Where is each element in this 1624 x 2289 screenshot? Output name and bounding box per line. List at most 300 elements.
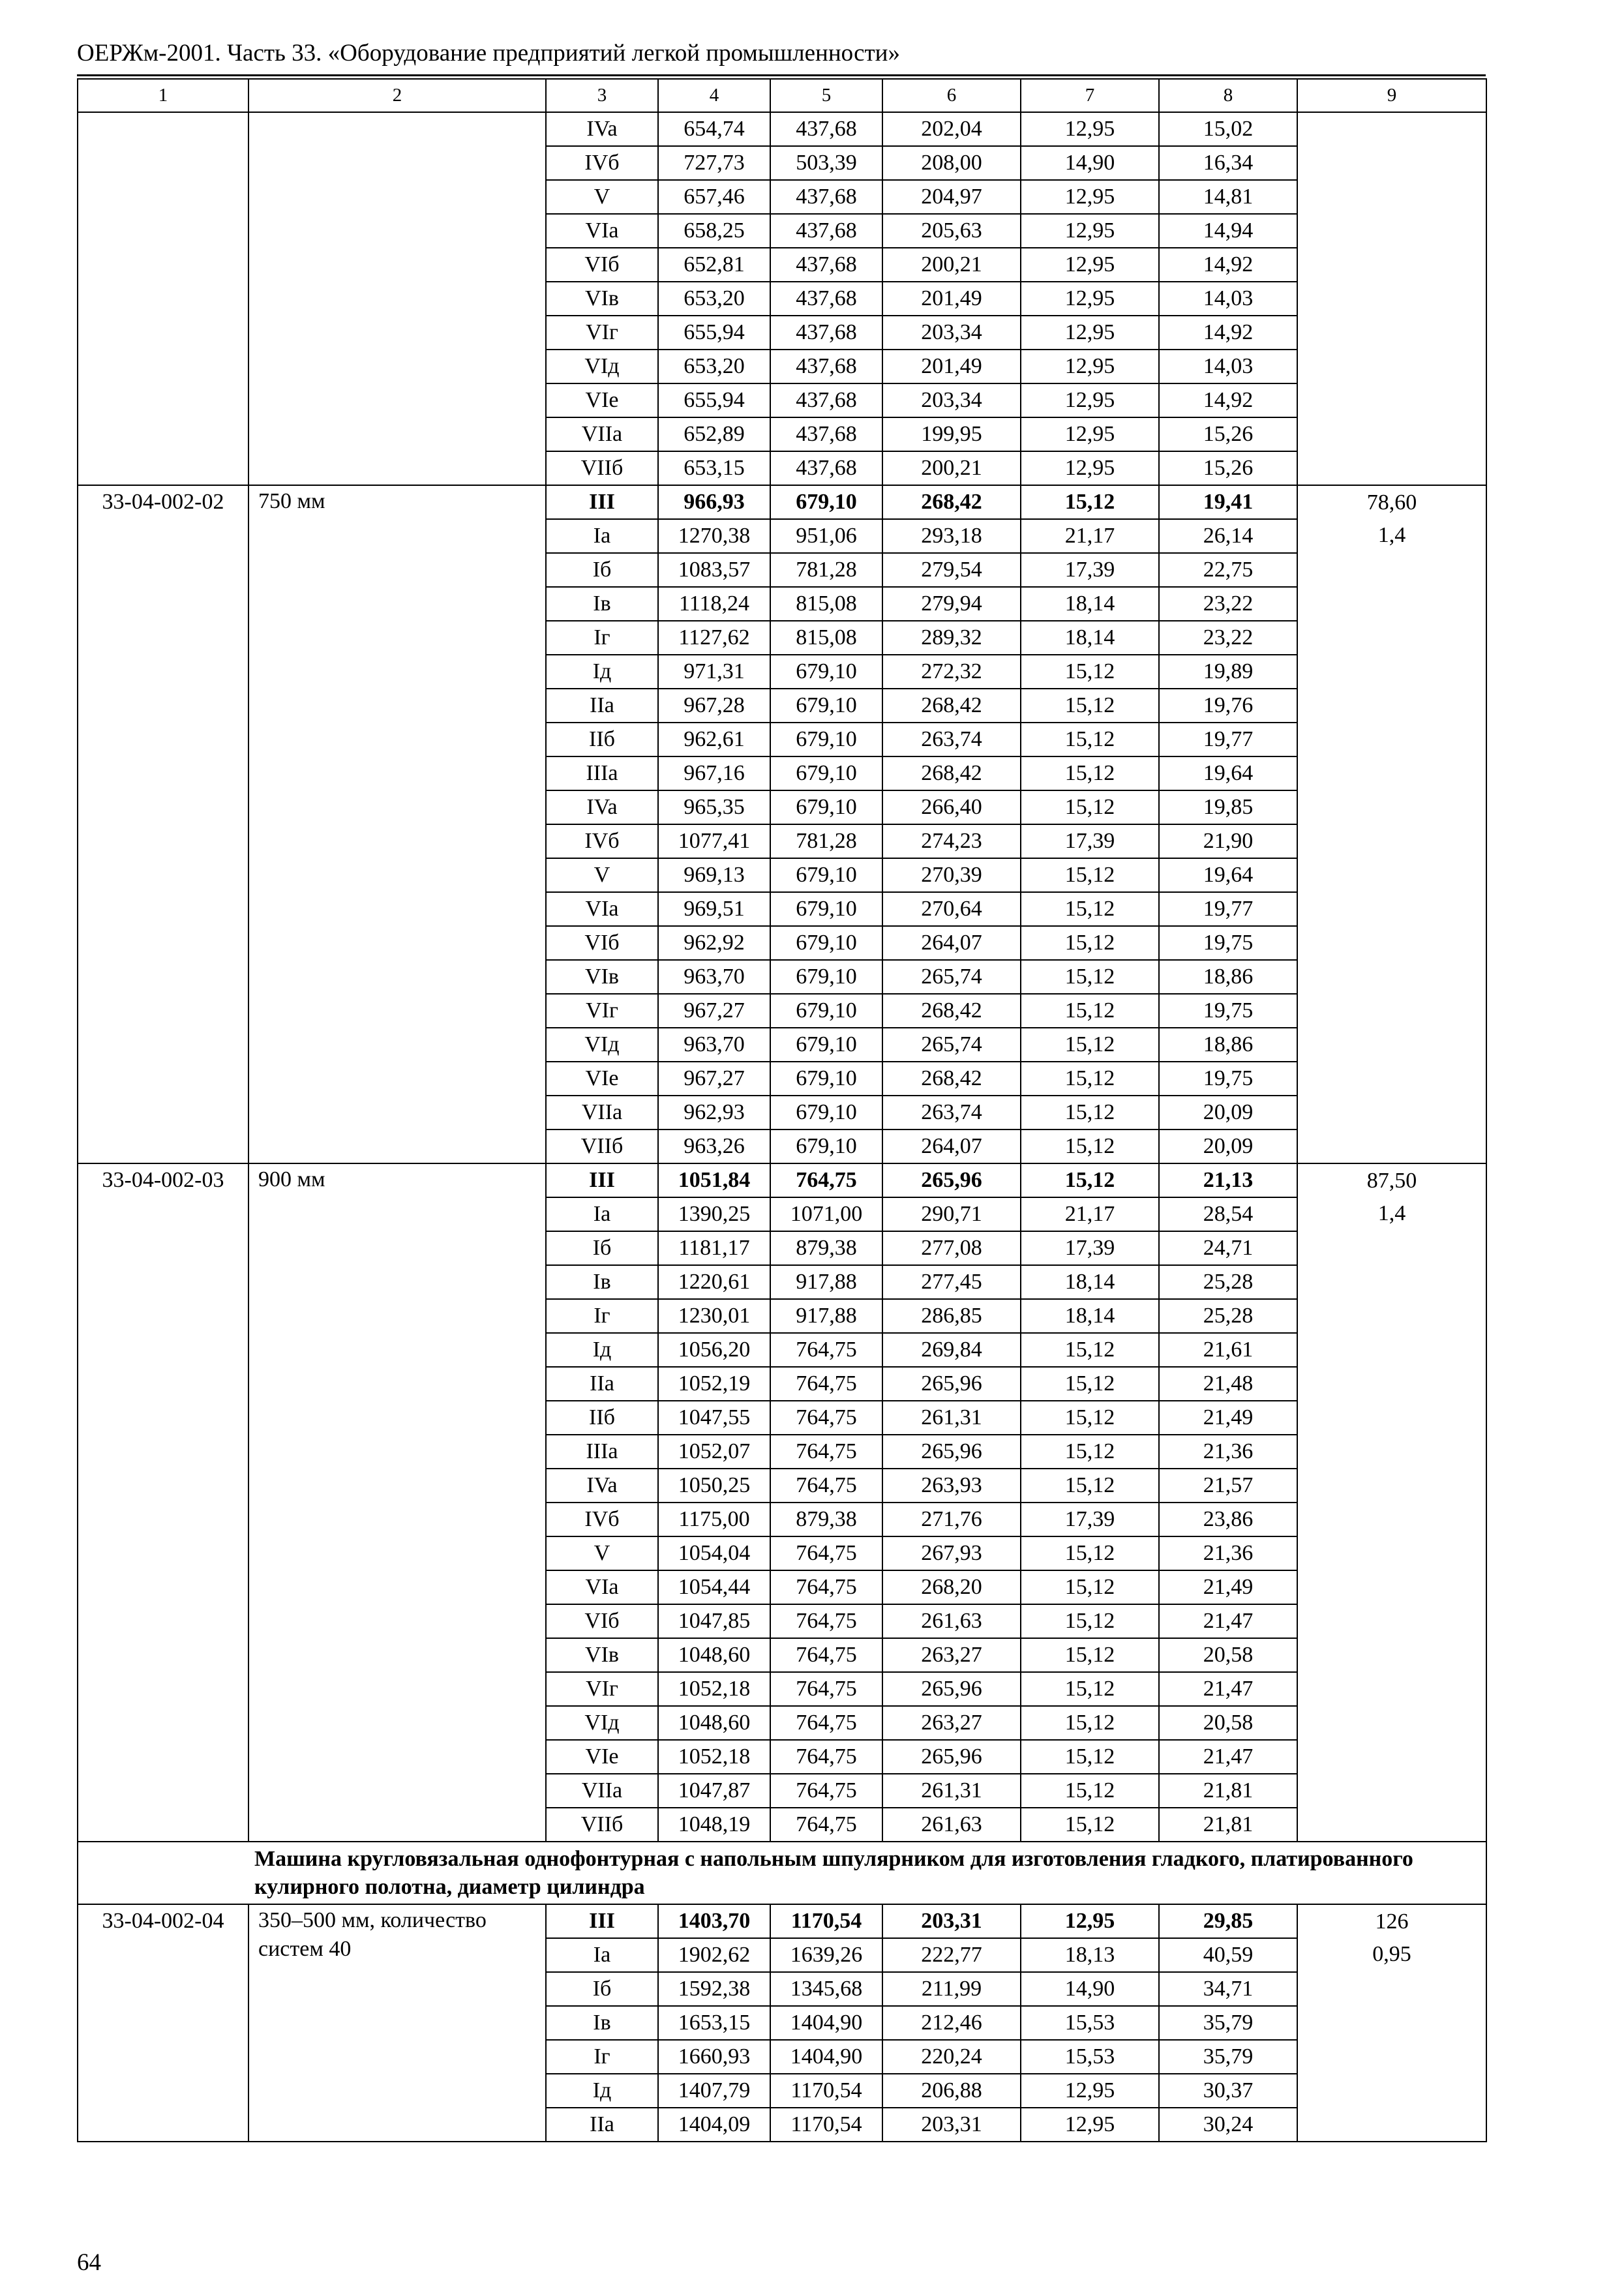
- value-cell: 261,63: [882, 1808, 1021, 1842]
- value-cell: 679,10: [770, 1062, 882, 1096]
- value-cell: 265,96: [882, 1672, 1021, 1706]
- value-cell: 1052,07: [658, 1435, 770, 1469]
- zone-cell: Iв: [546, 587, 658, 621]
- zone-cell: IIб: [546, 1401, 658, 1435]
- value-cell: 15,12: [1021, 1096, 1159, 1130]
- value-cell: 1118,24: [658, 587, 770, 621]
- value-cell: 18,86: [1159, 1028, 1297, 1062]
- value-cell: 15,12: [1021, 1163, 1159, 1197]
- col9-coefficient-cell: [1297, 146, 1486, 485]
- value-cell: 652,81: [658, 248, 770, 282]
- value-cell: 21,49: [1159, 1401, 1297, 1435]
- value-cell: 15,12: [1021, 1604, 1159, 1638]
- value-cell: 657,46: [658, 180, 770, 214]
- value-cell: 268,42: [882, 1062, 1021, 1096]
- value-cell: 764,75: [770, 1367, 882, 1401]
- value-cell: 1653,15: [658, 2006, 770, 2040]
- zone-cell: VIa: [546, 1570, 658, 1604]
- value-cell: 261,63: [882, 1604, 1021, 1638]
- value-cell: 211,99: [882, 1972, 1021, 2006]
- column-number-cell: 2: [248, 79, 546, 112]
- value-cell: 15,12: [1021, 926, 1159, 960]
- value-cell: 963,70: [658, 960, 770, 994]
- code-cell: 33-04-002-03: [78, 1163, 248, 1842]
- value-cell: 1048,60: [658, 1638, 770, 1672]
- value-cell: 203,31: [882, 2108, 1021, 2142]
- section-title-row: [78, 1842, 1486, 1904]
- zone-cell: VIIб: [546, 451, 658, 485]
- value-cell: 437,68: [770, 383, 882, 417]
- column-number-cell: 1: [78, 79, 248, 112]
- value-cell: 200,21: [882, 248, 1021, 282]
- value-cell: 1127,62: [658, 621, 770, 655]
- value-cell: 261,31: [882, 1401, 1021, 1435]
- value-cell: 272,32: [882, 655, 1021, 689]
- value-cell: 15,12: [1021, 723, 1159, 756]
- table-row: [78, 1163, 1486, 1197]
- value-cell: 12,95: [1021, 180, 1159, 214]
- value-cell: 966,93: [658, 485, 770, 519]
- value-cell: 15,12: [1021, 756, 1159, 790]
- value-cell: 203,31: [882, 1904, 1021, 1938]
- value-cell: 264,07: [882, 1130, 1021, 1163]
- value-cell: 653,20: [658, 282, 770, 316]
- value-cell: 21,47: [1159, 1740, 1297, 1774]
- value-cell: 679,10: [770, 1096, 882, 1130]
- zone-cell: Iв: [546, 2006, 658, 2040]
- value-cell: 967,28: [658, 689, 770, 723]
- col9-value-cell: 78,60: [1297, 485, 1486, 519]
- value-cell: 15,12: [1021, 1435, 1159, 1469]
- zone-cell: IVб: [546, 146, 658, 180]
- value-cell: 271,76: [882, 1503, 1021, 1536]
- column-number-row: [78, 79, 1486, 112]
- value-cell: 1407,79: [658, 2074, 770, 2108]
- value-cell: 764,75: [770, 1570, 882, 1604]
- value-cell: 268,42: [882, 485, 1021, 519]
- value-cell: 19,76: [1159, 689, 1297, 723]
- value-cell: 12,95: [1021, 282, 1159, 316]
- code-cell: [78, 112, 248, 485]
- value-cell: 679,10: [770, 790, 882, 824]
- value-cell: 261,31: [882, 1774, 1021, 1808]
- value-cell: 269,84: [882, 1333, 1021, 1367]
- value-cell: 15,12: [1021, 1740, 1159, 1774]
- value-cell: 15,12: [1021, 1401, 1159, 1435]
- value-cell: 265,96: [882, 1435, 1021, 1469]
- value-cell: 21,90: [1159, 824, 1297, 858]
- value-cell: 764,75: [770, 1706, 882, 1740]
- zone-cell: Ia: [546, 1938, 658, 1972]
- value-cell: 263,27: [882, 1706, 1021, 1740]
- value-cell: 971,31: [658, 655, 770, 689]
- value-cell: 1048,60: [658, 1706, 770, 1740]
- zone-cell: Iд: [546, 2074, 658, 2108]
- column-number-cell: 8: [1159, 79, 1297, 112]
- value-cell: 268,42: [882, 994, 1021, 1028]
- value-cell: 21,48: [1159, 1367, 1297, 1401]
- value-cell: 21,81: [1159, 1808, 1297, 1842]
- value-cell: 15,12: [1021, 1028, 1159, 1062]
- value-cell: 15,12: [1021, 1808, 1159, 1842]
- value-cell: 15,12: [1021, 1333, 1159, 1367]
- value-cell: 1270,38: [658, 519, 770, 553]
- value-cell: 437,68: [770, 350, 882, 383]
- value-cell: 1175,00: [658, 1503, 770, 1536]
- zone-cell: VIг: [546, 316, 658, 350]
- section-title: Машина кругловязальная однофонтурная с напольным шпулярником для изготовления гладкого, платированного кулирного полотна, диаметр цилиндра: [78, 1842, 1486, 1904]
- col9-coefficient-cell: 1,4: [1297, 1197, 1486, 1842]
- value-cell: 503,39: [770, 146, 882, 180]
- value-cell: 764,75: [770, 1740, 882, 1774]
- value-cell: 263,74: [882, 1096, 1021, 1130]
- zone-cell: VIв: [546, 282, 658, 316]
- value-cell: 274,23: [882, 824, 1021, 858]
- value-cell: 18,14: [1021, 1265, 1159, 1299]
- name-cell: 750 мм: [248, 485, 546, 1163]
- value-cell: 201,49: [882, 350, 1021, 383]
- value-cell: 963,26: [658, 1130, 770, 1163]
- name-cell: 900 мм: [248, 1163, 546, 1842]
- value-cell: 967,16: [658, 756, 770, 790]
- zone-cell: Iг: [546, 2040, 658, 2074]
- value-cell: 15,12: [1021, 689, 1159, 723]
- value-cell: 21,17: [1021, 1197, 1159, 1231]
- value-cell: 15,12: [1021, 1570, 1159, 1604]
- value-cell: 764,75: [770, 1333, 882, 1367]
- value-cell: 1170,54: [770, 1904, 882, 1938]
- value-cell: 437,68: [770, 214, 882, 248]
- col9-coefficient-cell: 0,95: [1297, 1938, 1486, 2142]
- value-cell: 679,10: [770, 1028, 882, 1062]
- value-cell: 12,95: [1021, 2108, 1159, 2142]
- zone-cell: Iг: [546, 1299, 658, 1333]
- page-number: 64: [77, 2249, 101, 2276]
- zone-cell: VIг: [546, 1672, 658, 1706]
- value-cell: 270,64: [882, 892, 1021, 926]
- value-cell: 12,95: [1021, 1904, 1159, 1938]
- value-cell: 1048,19: [658, 1808, 770, 1842]
- value-cell: 437,68: [770, 248, 882, 282]
- table-row: [78, 112, 1486, 146]
- col9-value-cell: 126: [1297, 1904, 1486, 1938]
- value-cell: 963,70: [658, 1028, 770, 1062]
- value-cell: 1220,61: [658, 1265, 770, 1299]
- header-rule: [77, 74, 1486, 76]
- value-cell: 1660,93: [658, 2040, 770, 2074]
- value-cell: 19,85: [1159, 790, 1297, 824]
- value-cell: 279,54: [882, 553, 1021, 587]
- value-cell: 34,71: [1159, 1972, 1297, 2006]
- value-cell: 652,89: [658, 417, 770, 451]
- value-cell: 15,53: [1021, 2040, 1159, 2074]
- value-cell: 1077,41: [658, 824, 770, 858]
- value-cell: 655,94: [658, 383, 770, 417]
- value-cell: 764,75: [770, 1604, 882, 1638]
- name-cell: [248, 112, 546, 485]
- value-cell: 21,57: [1159, 1469, 1297, 1503]
- value-cell: 764,75: [770, 1163, 882, 1197]
- value-cell: 764,75: [770, 1401, 882, 1435]
- value-cell: 17,39: [1021, 1503, 1159, 1536]
- value-cell: 279,94: [882, 587, 1021, 621]
- value-cell: 21,36: [1159, 1536, 1297, 1570]
- zone-cell: VIIa: [546, 417, 658, 451]
- value-cell: 1083,57: [658, 553, 770, 587]
- column-number-cell: 9: [1297, 79, 1486, 112]
- value-cell: 1052,19: [658, 1367, 770, 1401]
- zone-cell: VIв: [546, 960, 658, 994]
- value-cell: 220,24: [882, 2040, 1021, 2074]
- value-cell: 263,93: [882, 1469, 1021, 1503]
- value-cell: 19,75: [1159, 994, 1297, 1028]
- value-cell: 268,42: [882, 756, 1021, 790]
- value-cell: 14,81: [1159, 180, 1297, 214]
- value-cell: 679,10: [770, 723, 882, 756]
- rates-table-container: [77, 78, 1486, 2142]
- value-cell: 15,53: [1021, 2006, 1159, 2040]
- value-cell: 17,39: [1021, 824, 1159, 858]
- value-cell: 21,47: [1159, 1672, 1297, 1706]
- value-cell: 14,92: [1159, 316, 1297, 350]
- value-cell: 658,25: [658, 214, 770, 248]
- zone-cell: IIa: [546, 689, 658, 723]
- zone-cell: VIв: [546, 1638, 658, 1672]
- zone-cell: VIб: [546, 248, 658, 282]
- value-cell: 679,10: [770, 926, 882, 960]
- zone-cell: V: [546, 858, 658, 892]
- zone-cell: V: [546, 180, 658, 214]
- value-cell: 206,88: [882, 2074, 1021, 2108]
- value-cell: 23,22: [1159, 621, 1297, 655]
- value-cell: 15,12: [1021, 790, 1159, 824]
- value-cell: 15,12: [1021, 1706, 1159, 1740]
- value-cell: 18,14: [1021, 1299, 1159, 1333]
- value-cell: 962,92: [658, 926, 770, 960]
- value-cell: 205,63: [882, 214, 1021, 248]
- value-cell: 879,38: [770, 1231, 882, 1265]
- value-cell: 29,85: [1159, 1904, 1297, 1938]
- zone-cell: Iб: [546, 1231, 658, 1265]
- value-cell: 14,92: [1159, 248, 1297, 282]
- value-cell: 679,10: [770, 1130, 882, 1163]
- value-cell: 22,75: [1159, 553, 1297, 587]
- value-cell: 293,18: [882, 519, 1021, 553]
- table-row: [78, 1904, 1486, 1938]
- value-cell: 14,90: [1021, 1972, 1159, 2006]
- zone-cell: VIe: [546, 1062, 658, 1096]
- value-cell: 12,95: [1021, 383, 1159, 417]
- value-cell: 18,14: [1021, 621, 1159, 655]
- value-cell: 23,86: [1159, 1503, 1297, 1536]
- zone-cell: V: [546, 1536, 658, 1570]
- value-cell: 15,12: [1021, 1469, 1159, 1503]
- value-cell: 12,95: [1021, 214, 1159, 248]
- value-cell: 15,12: [1021, 1130, 1159, 1163]
- value-cell: 35,79: [1159, 2006, 1297, 2040]
- value-cell: 21,61: [1159, 1333, 1297, 1367]
- value-cell: 1902,62: [658, 1938, 770, 1972]
- value-cell: 19,64: [1159, 756, 1297, 790]
- value-cell: 1170,54: [770, 2074, 882, 2108]
- zone-cell: IIIa: [546, 756, 658, 790]
- name-cell: 350–500 мм, количество систем 40: [248, 1904, 546, 2142]
- value-cell: 15,12: [1021, 1367, 1159, 1401]
- value-cell: 15,12: [1021, 960, 1159, 994]
- value-cell: 212,46: [882, 2006, 1021, 2040]
- value-cell: 1052,18: [658, 1740, 770, 1774]
- value-cell: 15,12: [1021, 892, 1159, 926]
- zone-cell: IVa: [546, 790, 658, 824]
- zone-cell: VIa: [546, 892, 658, 926]
- zone-cell: Ia: [546, 1197, 658, 1231]
- value-cell: 1047,85: [658, 1604, 770, 1638]
- value-cell: 781,28: [770, 824, 882, 858]
- value-cell: 654,74: [658, 112, 770, 146]
- zone-cell: IVб: [546, 824, 658, 858]
- value-cell: 26,14: [1159, 519, 1297, 553]
- value-cell: 15,12: [1021, 994, 1159, 1028]
- value-cell: 951,06: [770, 519, 882, 553]
- value-cell: 917,88: [770, 1265, 882, 1299]
- value-cell: 727,73: [658, 146, 770, 180]
- value-cell: 969,51: [658, 892, 770, 926]
- value-cell: 1404,09: [658, 2108, 770, 2142]
- value-cell: 15,12: [1021, 485, 1159, 519]
- zone-cell: VIe: [546, 1740, 658, 1774]
- value-cell: 969,13: [658, 858, 770, 892]
- value-cell: 15,12: [1021, 1638, 1159, 1672]
- value-cell: 781,28: [770, 553, 882, 587]
- value-cell: 15,12: [1021, 1062, 1159, 1096]
- zone-cell: VIд: [546, 1028, 658, 1062]
- zone-cell: Iд: [546, 1333, 658, 1367]
- value-cell: 25,28: [1159, 1265, 1297, 1299]
- column-number-cell: 7: [1021, 79, 1159, 112]
- value-cell: 815,08: [770, 621, 882, 655]
- value-cell: 23,22: [1159, 587, 1297, 621]
- value-cell: 1050,25: [658, 1469, 770, 1503]
- value-cell: 764,75: [770, 1536, 882, 1570]
- value-cell: 21,81: [1159, 1774, 1297, 1808]
- zone-cell: IVa: [546, 112, 658, 146]
- value-cell: 18,13: [1021, 1938, 1159, 1972]
- value-cell: 917,88: [770, 1299, 882, 1333]
- zone-cell: III: [546, 1904, 658, 1938]
- value-cell: 40,59: [1159, 1938, 1297, 1972]
- value-cell: 1639,26: [770, 1938, 882, 1972]
- value-cell: 266,40: [882, 790, 1021, 824]
- value-cell: 1051,84: [658, 1163, 770, 1197]
- value-cell: 679,10: [770, 994, 882, 1028]
- value-cell: 265,74: [882, 1028, 1021, 1062]
- column-number-cell: 5: [770, 79, 882, 112]
- value-cell: 35,79: [1159, 2040, 1297, 2074]
- value-cell: 815,08: [770, 587, 882, 621]
- value-cell: 962,61: [658, 723, 770, 756]
- value-cell: 19,75: [1159, 926, 1297, 960]
- value-cell: 21,36: [1159, 1435, 1297, 1469]
- value-cell: 967,27: [658, 994, 770, 1028]
- value-cell: 14,94: [1159, 214, 1297, 248]
- value-cell: 12,95: [1021, 2074, 1159, 2108]
- zone-cell: VIг: [546, 994, 658, 1028]
- value-cell: 202,04: [882, 112, 1021, 146]
- value-cell: 879,38: [770, 1503, 882, 1536]
- value-cell: 12,95: [1021, 112, 1159, 146]
- value-cell: 1181,17: [658, 1231, 770, 1265]
- value-cell: 263,74: [882, 723, 1021, 756]
- value-cell: 14,03: [1159, 350, 1297, 383]
- value-cell: 967,27: [658, 1062, 770, 1096]
- zone-cell: VIIa: [546, 1096, 658, 1130]
- value-cell: 14,03: [1159, 282, 1297, 316]
- value-cell: 764,75: [770, 1469, 882, 1503]
- code-cell: 33-04-002-04: [78, 1904, 248, 2142]
- value-cell: 655,94: [658, 316, 770, 350]
- value-cell: 24,71: [1159, 1231, 1297, 1265]
- value-cell: 19,77: [1159, 892, 1297, 926]
- value-cell: 17,39: [1021, 1231, 1159, 1265]
- value-cell: 222,77: [882, 1938, 1021, 1972]
- value-cell: 14,92: [1159, 383, 1297, 417]
- value-cell: 265,96: [882, 1163, 1021, 1197]
- value-cell: 437,68: [770, 451, 882, 485]
- zone-cell: VIIa: [546, 1774, 658, 1808]
- value-cell: 19,89: [1159, 655, 1297, 689]
- value-cell: 1390,25: [658, 1197, 770, 1231]
- value-cell: 965,35: [658, 790, 770, 824]
- value-cell: 1052,18: [658, 1672, 770, 1706]
- value-cell: 15,12: [1021, 655, 1159, 689]
- zone-cell: Ia: [546, 519, 658, 553]
- value-cell: 20,58: [1159, 1706, 1297, 1740]
- column-number-cell: 4: [658, 79, 770, 112]
- value-cell: 764,75: [770, 1638, 882, 1672]
- value-cell: 679,10: [770, 858, 882, 892]
- value-cell: 15,12: [1021, 1536, 1159, 1570]
- value-cell: 764,75: [770, 1672, 882, 1706]
- value-cell: 30,37: [1159, 2074, 1297, 2108]
- value-cell: 15,12: [1021, 1774, 1159, 1808]
- value-cell: 290,71: [882, 1197, 1021, 1231]
- value-cell: 12,95: [1021, 248, 1159, 282]
- value-cell: 30,24: [1159, 2108, 1297, 2142]
- value-cell: 15,12: [1021, 1672, 1159, 1706]
- value-cell: 14,90: [1021, 146, 1159, 180]
- value-cell: 1345,68: [770, 1972, 882, 2006]
- code-cell: 33-04-002-02: [78, 485, 248, 1163]
- col9-coefficient-cell: 1,4: [1297, 519, 1486, 1163]
- value-cell: 1170,54: [770, 2108, 882, 2142]
- zone-cell: IIб: [546, 723, 658, 756]
- zone-cell: IIa: [546, 2108, 658, 2142]
- value-cell: 962,93: [658, 1096, 770, 1130]
- value-cell: 679,10: [770, 960, 882, 994]
- value-cell: 15,26: [1159, 417, 1297, 451]
- value-cell: 277,45: [882, 1265, 1021, 1299]
- zone-cell: VIa: [546, 214, 658, 248]
- value-cell: 199,95: [882, 417, 1021, 451]
- zone-cell: III: [546, 1163, 658, 1197]
- value-cell: 277,08: [882, 1231, 1021, 1265]
- value-cell: 19,75: [1159, 1062, 1297, 1096]
- value-cell: 12,95: [1021, 350, 1159, 383]
- zone-cell: Iб: [546, 553, 658, 587]
- value-cell: 21,49: [1159, 1570, 1297, 1604]
- value-cell: 20,09: [1159, 1130, 1297, 1163]
- value-cell: 653,20: [658, 350, 770, 383]
